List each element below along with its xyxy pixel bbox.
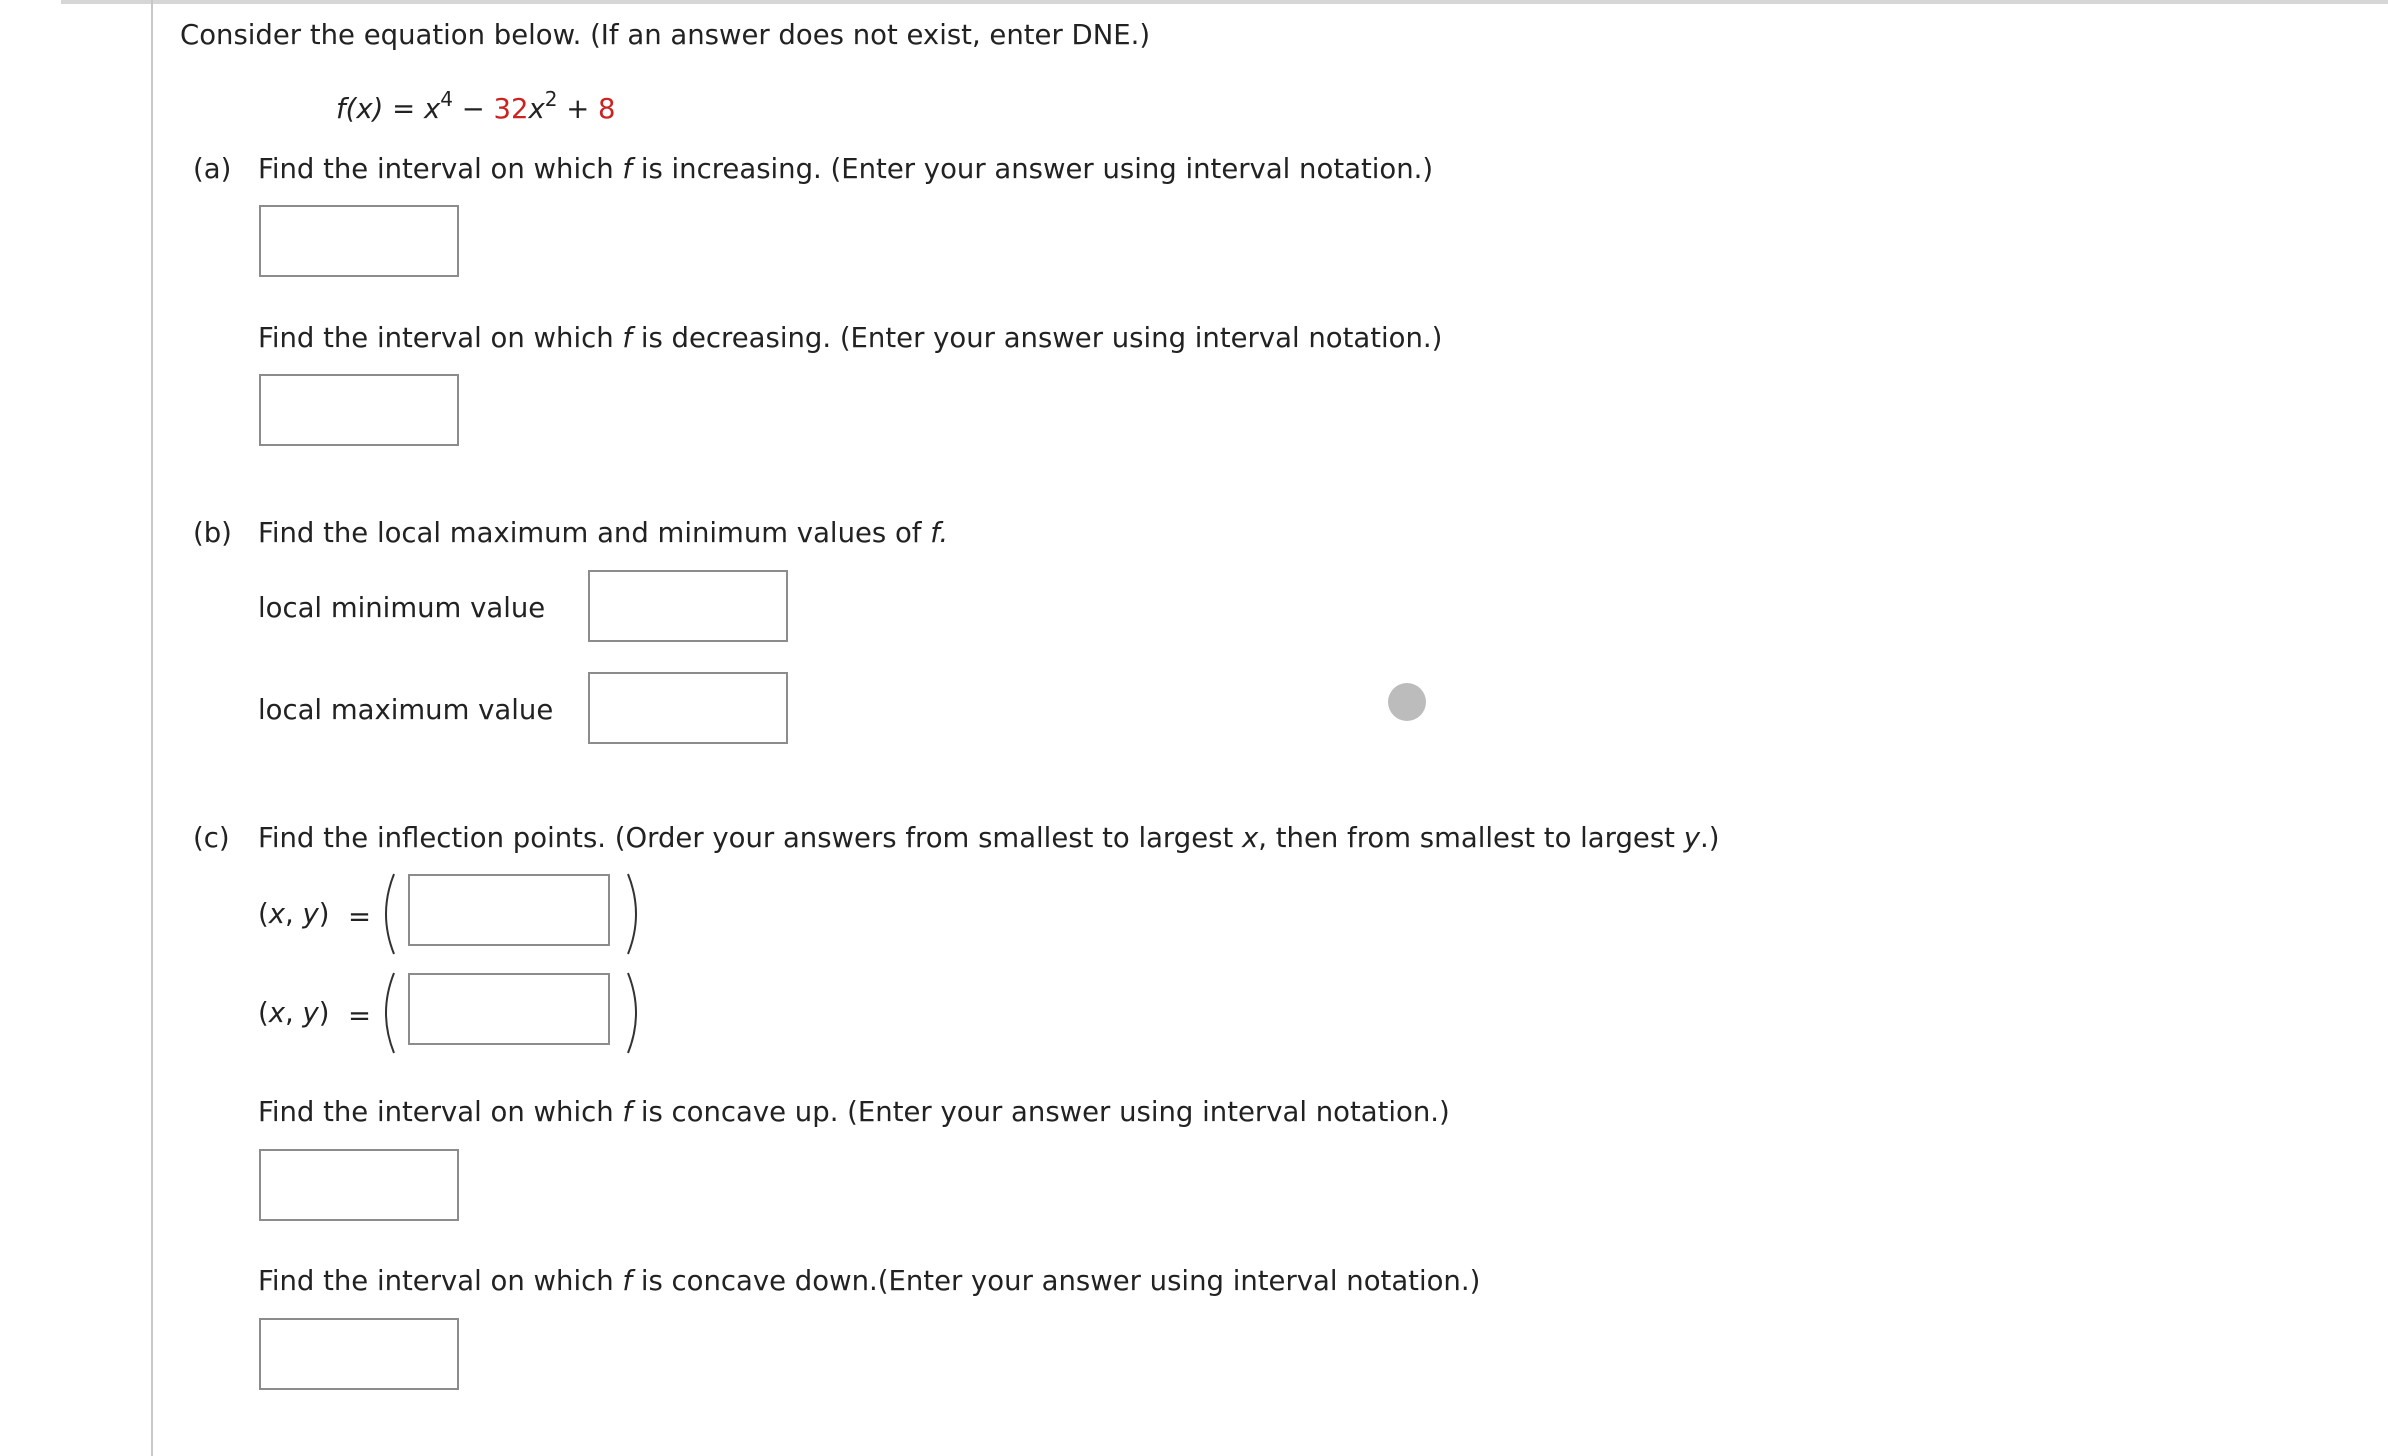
local-min-input[interactable] bbox=[588, 570, 788, 642]
x-symbol: x bbox=[268, 898, 286, 930]
q-text: Find the interval on which bbox=[258, 1096, 623, 1128]
x-symbol: x bbox=[1241, 822, 1259, 854]
equation-const: 8 bbox=[598, 93, 616, 126]
open-paren-1 bbox=[382, 872, 396, 956]
part-b-question bbox=[258, 517, 949, 549]
local-min-label: local minimum value bbox=[258, 592, 546, 624]
cursor-indicator bbox=[1388, 683, 1426, 721]
close-paren-2 bbox=[626, 971, 640, 1055]
equation-lhs: f(x) = x bbox=[336, 93, 441, 126]
y-symbol: y bbox=[1683, 822, 1700, 854]
paren-text: ( bbox=[258, 997, 269, 1029]
equation-minus: − bbox=[452, 93, 494, 126]
f-symbol: f. bbox=[930, 517, 949, 549]
paren-text: ) bbox=[318, 898, 330, 930]
part-a-question-increasing bbox=[258, 153, 1434, 185]
paren-text: ( bbox=[258, 898, 269, 930]
q-text: is increasing. (Enter your answer using interval notation.) bbox=[632, 153, 1434, 185]
q-text: is concave up. (Enter your answer using interval notation.) bbox=[632, 1096, 1450, 1128]
f-symbol: f bbox=[622, 1265, 633, 1297]
part-a-question-decreasing bbox=[258, 322, 1443, 354]
sep-text: , bbox=[285, 898, 303, 930]
q-text: Find the inflection points. (Order your answers from smallest to largest bbox=[258, 822, 1242, 854]
open-paren-2 bbox=[382, 971, 396, 1055]
equation-var2: x bbox=[528, 93, 545, 126]
equation-exp4: 4 bbox=[440, 87, 453, 111]
q-text: .) bbox=[1699, 822, 1720, 854]
equation-plus: + bbox=[557, 93, 599, 126]
y-symbol: y bbox=[302, 997, 319, 1029]
q-text: Find the interval on which bbox=[258, 1265, 623, 1297]
equals-sign-1: = bbox=[348, 901, 372, 933]
concave-down-question bbox=[258, 1265, 1481, 1297]
equation bbox=[336, 87, 616, 126]
xy-label-1 bbox=[258, 898, 330, 930]
q-text: , then from smallest to largest bbox=[1258, 822, 1684, 854]
equation-exp2: 2 bbox=[544, 87, 558, 111]
xy-label-2 bbox=[258, 997, 330, 1029]
concave-down-input[interactable] bbox=[259, 1318, 459, 1390]
concave-up-question bbox=[258, 1096, 1450, 1128]
part-c-question bbox=[258, 822, 1720, 854]
x-symbol: x bbox=[268, 997, 286, 1029]
close-paren-1 bbox=[626, 872, 640, 956]
left-border bbox=[151, 0, 153, 1456]
f-symbol: f bbox=[622, 1096, 633, 1128]
inflection-point-2-input[interactable] bbox=[408, 973, 610, 1045]
f-symbol: f bbox=[622, 153, 633, 185]
concave-up-input[interactable] bbox=[259, 1149, 459, 1221]
q-text: Find the local maximum and minimum values of bbox=[258, 517, 931, 549]
y-symbol: y bbox=[302, 898, 319, 930]
part-c-label: (c) bbox=[193, 822, 230, 854]
sep-text: , bbox=[285, 997, 303, 1029]
q-text: Find the interval on which bbox=[258, 153, 623, 185]
q-text: is decreasing. (Enter your answer using interval notation.) bbox=[632, 322, 1443, 354]
equation-coef: 32 bbox=[493, 93, 529, 126]
increasing-interval-input[interactable] bbox=[259, 205, 459, 277]
local-max-input[interactable] bbox=[588, 672, 788, 744]
top-border bbox=[61, 0, 2388, 4]
paren-text: ) bbox=[318, 997, 330, 1029]
decreasing-interval-input[interactable] bbox=[259, 374, 459, 446]
equals-sign-2: = bbox=[348, 1000, 372, 1032]
inflection-point-1-input[interactable] bbox=[408, 874, 610, 946]
f-symbol: f bbox=[622, 322, 633, 354]
part-a-label: (a) bbox=[193, 153, 232, 185]
intro-text: Consider the equation below. (If an answer does not exist, enter DNE.) bbox=[180, 19, 1151, 51]
local-max-label: local maximum value bbox=[258, 694, 554, 726]
q-text: is concave down.(Enter your answer using interval notation.) bbox=[632, 1265, 1481, 1297]
q-text: Find the interval on which bbox=[258, 322, 623, 354]
part-b-label: (b) bbox=[193, 517, 232, 549]
